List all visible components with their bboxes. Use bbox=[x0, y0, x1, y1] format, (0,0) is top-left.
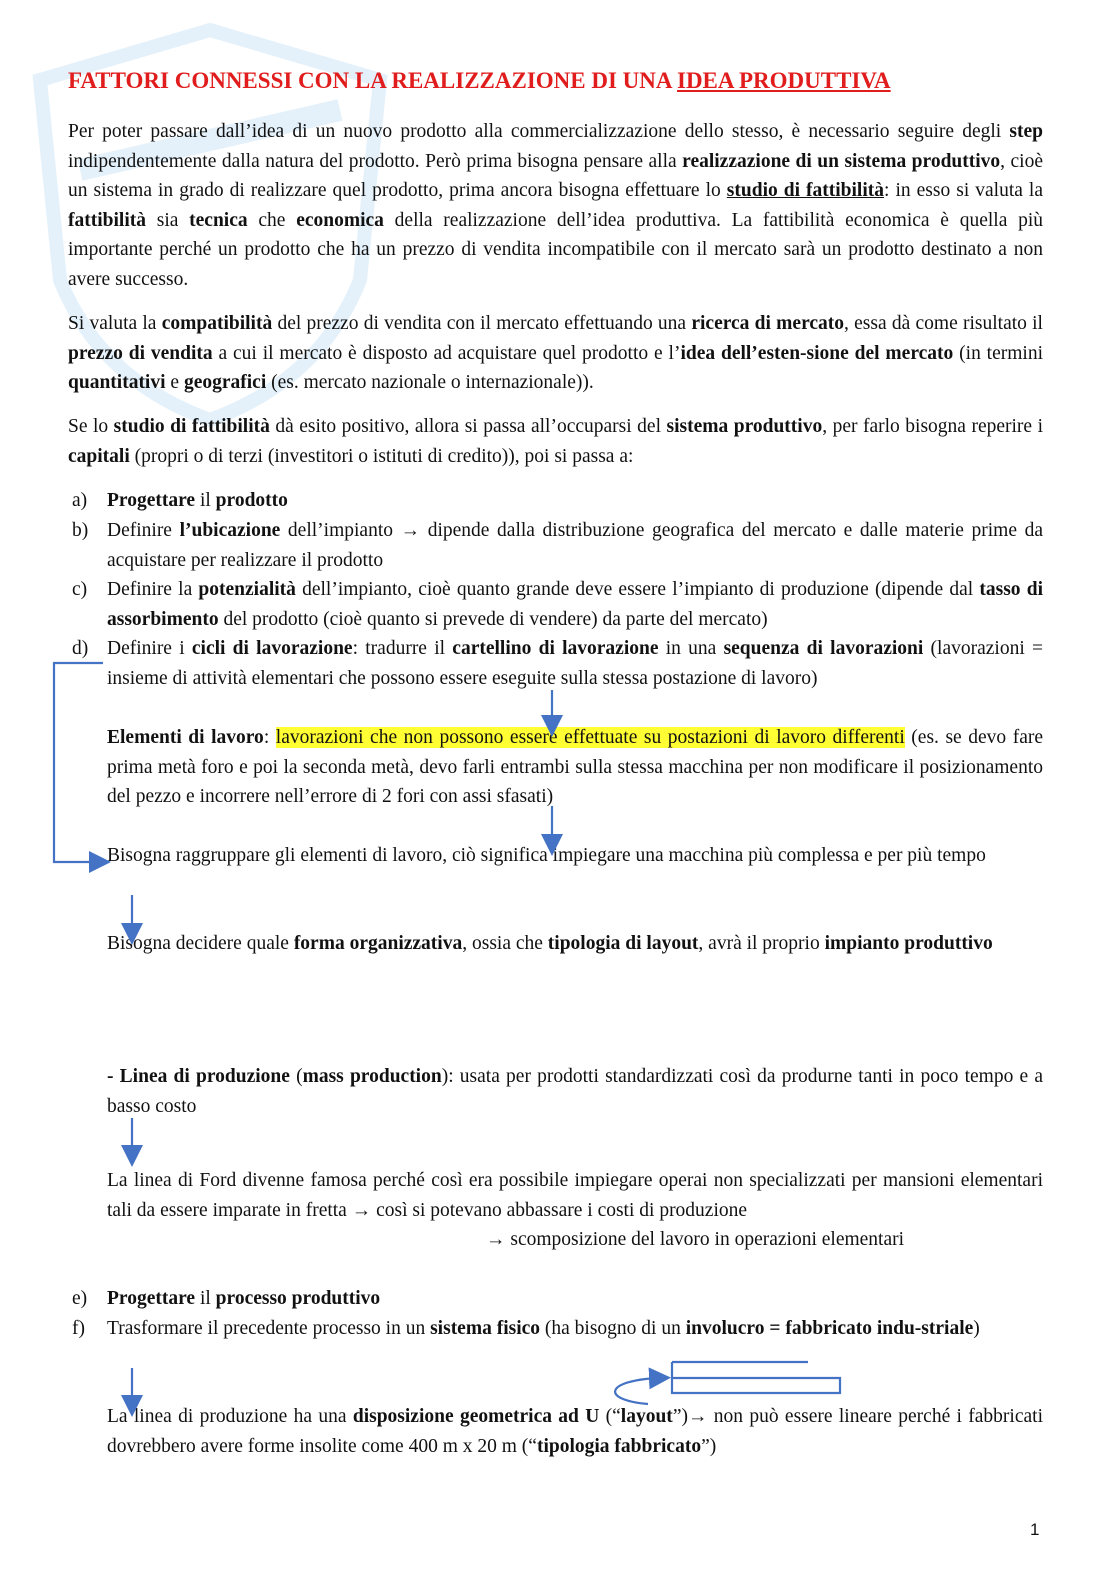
paragraph-disposizione: La linea di produzione ha una disposizione geometrica ad U (“layout”)→ non può essere lineare perché i fabbricati dovrebbero avere forme insolite come 400 m x 20 m (“tipologia fabbricato”) bbox=[107, 1406, 1043, 1457]
curved-arrow bbox=[615, 1378, 660, 1404]
list-item-a: a) Progettare il prodotto bbox=[72, 490, 288, 511]
paragraph-linea: - Linea di produzione (mass production): usata per prodotti standardizzati così da produrne tanti in poco tempo e a basso costo bbox=[107, 1066, 1043, 1117]
list-item-b: b) Definire l’ubicazione dell’impianto → dipende dalla distribuzione geografica del mercato e dalle materie prime da acquistare per realizzare il prodotto bbox=[72, 520, 1043, 571]
paragraph-intro: Per poter passare dall’idea di un nuovo prodotto alla commercializzazione dello stesso, è necessario seguire degli step indipendentemente dalla natura del prodotto. Però prima bisogna pensare alla realizzazione di un sistema produttivo, cioè un sistema in grado di realizzare quel prodotto, prima ancora bisogna effettuare lo studio di fattibilità: in esso si valuta la fattibilità sia tecnica che economica della realizzazione dell’idea produttiva. La fattibilità economica è quella più importante perché un prodotto che ha un prezzo di vendita incompatibile con il mercato sarà un prodotto destinato a non avere successo. bbox=[68, 121, 1044, 290]
page-title: FATTORI CONNESSI CON LA REALIZZAZIONE DI UNA IDEA PRODUTTIVA bbox=[68, 68, 891, 93]
paragraph-elementi: Elementi di lavoro: lavorazioni che non possono essere effettuate su postazioni di lavoro differenti (es. se devo fare prima metà foro e poi la seconda metà, devo farli entrambi sulla stessa macchina per non modificare il posizionamento del pezzo e incorrere nell’errore di 2 fori con assi sfasati) bbox=[107, 727, 1044, 807]
paragraph-decidere: Bisogna decidere quale forma organizzativa, ossia che tipologia di layout, avrà il proprio impianto produttivo bbox=[107, 933, 993, 954]
page-number: 1 bbox=[1030, 1520, 1040, 1539]
paragraph-market: Si valuta la compatibilità del prezzo di vendita con il mercato effettuando una ricerca di mercato, essa dà come risultato il prezzo di vendita a cui il mercato è disposto ad acquistare quel prodotto e l’idea dell’esten-sione del mercato (in termini quantitativi e geografici (es. mercato nazionale o internazionale)). bbox=[68, 313, 1044, 393]
u-layout-diagram bbox=[672, 1362, 840, 1393]
list-item-c: c) Definire la potenzialità dell’impianto, cioè quanto grande deve essere l’impianto di produzione (dipende dal tasso di assorbimento del prodotto (cioè quanto si prevede di vendere) da parte del mercato) bbox=[72, 579, 1043, 630]
paragraph-raggruppare: Bisogna raggruppare gli elementi di lavoro, ciò significa impiegare una macchina più complessa e per più tempo bbox=[107, 845, 986, 866]
list-item-f: f) Trasformare il precedente processo in un sistema fisico (ha bisogno di un involucro = fabbricato indu-striale) bbox=[72, 1318, 980, 1339]
paragraph-ford: La linea di Ford divenne famosa perché così era possibile impiegare operai non specializzati per mansioni elementari tali da essere imparate in fretta → così si potevano abbassare i costi di produzione bbox=[107, 1170, 1043, 1221]
list-item-d: d) Definire i cicli di lavorazione: tradurre il cartellino di lavorazione in una sequenza di lavorazioni (lavorazioni = insieme di attività elementari che possono essere eseguite sulla stessa postazione di lavoro) bbox=[72, 638, 1044, 689]
paragraph-feasibility: Se lo studio di fattibilità dà esito positivo, allora si passa all’occuparsi del sistema produttivo, per farlo bisogna reperire i capitali (propri o di terzi (investitori o istituti di credito)), poi si passa a: bbox=[68, 416, 1043, 467]
bracket-arrow bbox=[54, 663, 103, 862]
ford-continuation: → scomposizione del lavoro in operazioni elementari bbox=[486, 1229, 905, 1250]
highlighted-text: lavorazioni che non possono essere effettuate su postazioni di lavoro differenti bbox=[275, 727, 905, 748]
list-item-e: e) Progettare il processo produttivo bbox=[72, 1288, 381, 1309]
